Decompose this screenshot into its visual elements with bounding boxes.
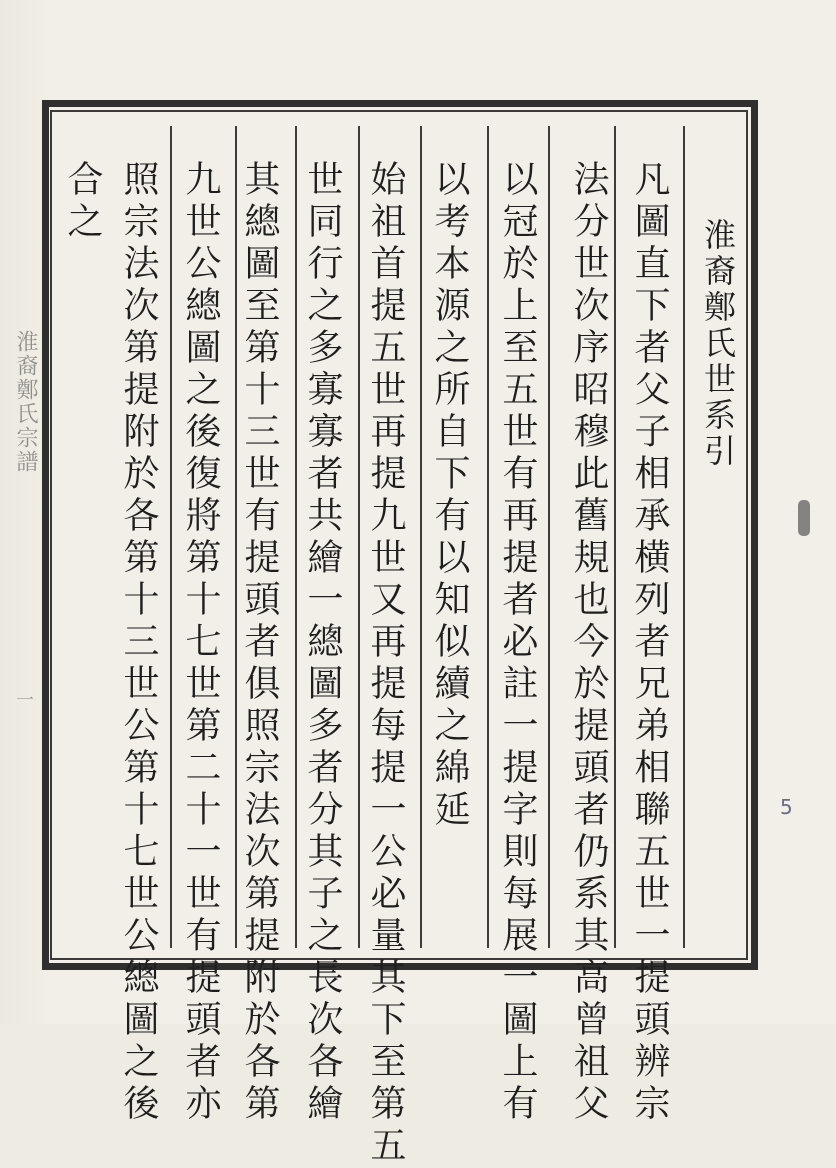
column-rule — [487, 126, 489, 948]
column-rule — [683, 126, 685, 948]
text-column: 其總圖至第十三世有提頭者俱照宗法次第提附於各第 — [239, 160, 280, 1126]
text-column: 九世公總圖之後復將第十七世第二十一世有提頭者亦 — [180, 160, 221, 1126]
text-column: 凡圖直下者父子相承横列者兄弟相聯五世一提頭辨宗 — [629, 160, 670, 1126]
text-column: 合之 — [62, 160, 103, 244]
text-column: 以冠於上至五世有再提者必註一提字則每展一圖上有 — [497, 160, 538, 1126]
column-rule — [614, 126, 616, 948]
column-rule — [170, 126, 172, 948]
text-column: 始祖首提五世再提九世又再提每提一公必量其下至第五 — [365, 160, 406, 1168]
ink-stain — [798, 500, 810, 536]
text-column: 照宗法次第提附於各第十三世公第十七世公總圖之後 — [118, 160, 159, 1126]
column-rule — [358, 126, 360, 948]
margin-page-mark: 5 — [780, 795, 793, 819]
text-column: 世同行之多寡寡者共繪一總圖多者分其子之長次各繪 — [302, 160, 343, 1126]
column-rule — [295, 126, 297, 948]
previous-page-edge — [0, 0, 48, 1024]
spine-page-number: 一 — [13, 690, 34, 708]
text-column: 法分世次序昭穆此舊規也今於提頭者仍系其高曾祖父 — [568, 160, 609, 1126]
spine-label: 淮裔鄭氏宗譜 — [13, 330, 38, 474]
text-column: 以考本源之所自下有以知似續之綿延 — [429, 160, 470, 832]
document-title: 淮裔鄭氏世系引 — [699, 218, 737, 470]
column-rule — [420, 126, 422, 948]
column-rule — [548, 126, 550, 948]
